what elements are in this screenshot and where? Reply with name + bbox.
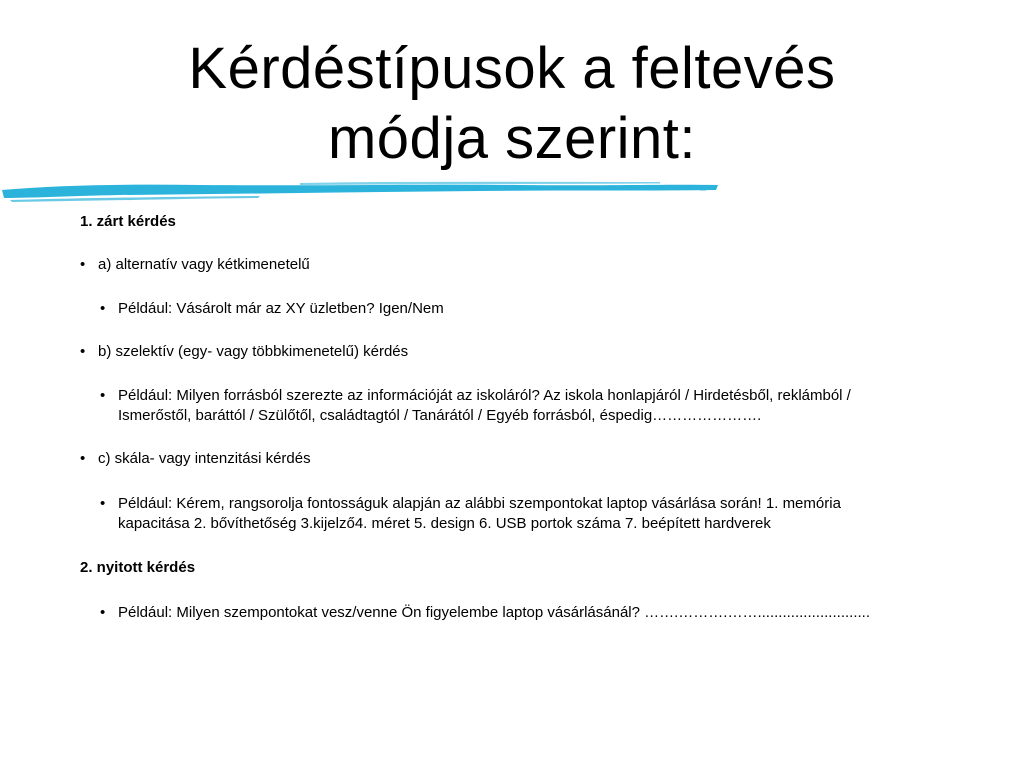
bullet-dot-icon: • — [80, 343, 86, 360]
slide-content — [80, 212, 910, 623]
bullet-scale — [80, 449, 910, 469]
example-open-text: Például: Milyen szempontokat vesz/venne Ön figyelembe laptop vásárlásánál? …….……….……........................... — [118, 604, 870, 621]
slide-title-line-2: módja szerint: — [327, 106, 697, 171]
bullet-dot-icon: • — [100, 387, 106, 404]
example-selective — [100, 386, 910, 426]
example-alternative-text: Például: Vásárolt már az XY üzletben? Igen/Nem — [118, 300, 444, 317]
example-scale — [100, 494, 910, 534]
bullet-dot-icon: • — [80, 450, 86, 467]
bullet-selective-label: b) szelektív (egy- vagy többkimenetelű) kérdés — [98, 343, 409, 360]
slide-title — [100, 34, 924, 174]
bullet-scale-label: c) skála- vagy intenzitási kérdés — [98, 450, 311, 467]
example-alternative — [100, 299, 910, 319]
example-selective-text: Például: Milyen forrásból szerezte az információját az iskoláról? Az iskola honlapjáról / Hirdetésből, reklámból / Ismerőstől, baráttól / Szülőtől, családtagtól / Tanárától / Egyéb forrásból, éspedig…………………. — [118, 387, 851, 424]
closed-question-heading: 1. zárt kérdés — [80, 213, 176, 230]
bullet-alternative — [80, 255, 910, 275]
example-open — [100, 603, 910, 623]
open-question-heading: 2. nyitott kérdés — [80, 559, 196, 576]
bullet-dot-icon: • — [100, 495, 106, 512]
example-scale-text: Például: Kérem, rangsorolja fontosságuk alapján az alábbi szempontokat laptop vásárlása során! 1. memória kapacitása 2. bővíthetőség 3.kijelző4. méret 5. design 6. USB portok száma 7. beépített hardverek — [118, 495, 841, 532]
bullet-selective — [80, 342, 910, 362]
brush-stroke-divider — [0, 176, 740, 206]
bullet-alternative-label: a) alternatív vagy kétkimenetelű — [98, 256, 310, 273]
bullet-dot-icon: • — [100, 300, 106, 317]
slide-title-line-1: Kérdéstípusok a feltevés — [188, 36, 836, 101]
bullet-dot-icon: • — [80, 256, 86, 273]
bullet-dot-icon: • — [100, 604, 106, 621]
